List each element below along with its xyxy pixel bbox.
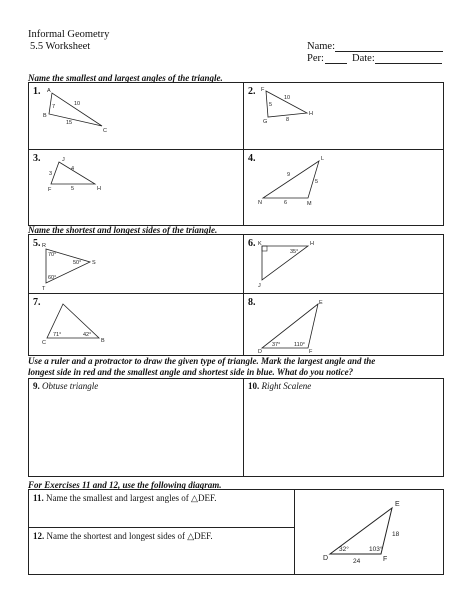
vertex-B: B xyxy=(101,338,105,344)
vertex-G: G xyxy=(263,119,268,125)
vertex-F: F xyxy=(309,349,313,355)
ruler-instruction-line1: Use a ruler and a protractor to draw the given type of triangle. Mark the largest angle and the xyxy=(28,356,376,366)
vertex-T: T xyxy=(42,286,46,292)
problem-12-text: Name the shortest and longest sides of △DEF. xyxy=(46,531,213,541)
problem-12-row xyxy=(33,531,213,542)
date-field[interactable] xyxy=(375,63,442,64)
problem-7-box xyxy=(28,293,244,356)
triangle-2-diagram xyxy=(244,83,443,149)
problem-10-label: Right Scalene xyxy=(261,381,312,391)
vertex-S: S xyxy=(92,260,96,266)
problem-6-number: 6. xyxy=(248,238,256,249)
problem-10-box[interactable] xyxy=(243,378,444,477)
side-AB: 7 xyxy=(52,104,56,110)
vertex-J: J xyxy=(62,157,65,163)
diagram-box xyxy=(294,489,444,575)
vertex-R: R xyxy=(42,243,46,249)
problem-11-text: Name the smallest and largest angles of △DEF. xyxy=(46,493,217,503)
problem-10-header xyxy=(248,381,311,391)
vertex-A: A xyxy=(47,88,51,94)
problem-12-box[interactable] xyxy=(28,527,295,575)
vertex-L: L xyxy=(321,156,325,162)
course-title: Informal Geometry xyxy=(28,29,110,40)
triangle-5-diagram xyxy=(29,235,243,293)
vertex-F: F xyxy=(48,187,52,193)
side-LM: 5 xyxy=(315,179,319,185)
vertex-M: M xyxy=(307,201,312,207)
vertex-B: B xyxy=(43,113,47,119)
problem-9-box[interactable] xyxy=(28,378,244,477)
angles-instruction: Name the smallest and largest angles of the triangle. xyxy=(28,73,223,83)
side-JH: 4 xyxy=(71,166,75,172)
problem-8-box xyxy=(243,293,444,356)
triangle-8-diagram xyxy=(244,294,443,355)
per-label: Per: xyxy=(307,53,324,64)
side-EF: 18 xyxy=(392,531,400,538)
worksheet-title: 5.5 Worksheet xyxy=(30,41,91,52)
vertex-H: H xyxy=(97,186,101,192)
angle-H: 35° xyxy=(290,249,299,255)
problem-3-box xyxy=(28,149,244,226)
angle-R: 70° xyxy=(48,252,57,258)
problem-4-box xyxy=(243,149,444,226)
triangle-6-diagram xyxy=(244,235,443,293)
side-FH: 5 xyxy=(71,186,75,192)
side-FG: 5 xyxy=(269,102,273,108)
side-FH: 10 xyxy=(284,95,291,101)
diagram-instruction: For Exercises 11 and 12, use the following diagram. xyxy=(28,480,222,490)
problem-1-number: 1. xyxy=(33,86,41,97)
side-LN: 9 xyxy=(287,172,291,178)
sides-instruction: Name the shortest and longest sides of the triangle. xyxy=(28,225,218,235)
angle-C: 71° xyxy=(53,332,62,338)
problem-11-box[interactable] xyxy=(28,489,295,528)
vertex-C: C xyxy=(103,128,107,134)
problem-2-number: 2. xyxy=(248,86,256,97)
side-BC: 15 xyxy=(66,120,73,126)
vertex-D: D xyxy=(258,349,262,355)
angle-S: 50° xyxy=(73,260,82,266)
problem-2-box xyxy=(243,82,444,150)
per-field[interactable] xyxy=(325,63,347,64)
vertex-K: K xyxy=(258,241,262,247)
side-DF: 24 xyxy=(353,558,361,565)
date-label: Date: xyxy=(352,53,375,64)
vertex-J: J xyxy=(258,283,261,289)
problem-5-number: 5. xyxy=(33,238,41,249)
problem-1-box xyxy=(28,82,244,150)
name-label: Name: xyxy=(307,41,335,52)
triangle-1-diagram xyxy=(29,83,243,149)
problem-3-number: 3. xyxy=(33,153,41,164)
triangle-7-diagram xyxy=(29,294,243,355)
angle-F: 110° xyxy=(294,342,305,348)
problem-11-row xyxy=(33,493,217,504)
vertex-E: E xyxy=(319,300,323,306)
side-FJ: 3 xyxy=(49,171,53,177)
problem-8-number: 8. xyxy=(248,297,256,308)
vertex-D: D xyxy=(323,555,329,562)
problem-9-number: 9. xyxy=(33,381,40,391)
angle-F: 103° xyxy=(369,546,383,553)
side-AC: 10 xyxy=(74,101,81,107)
triangle-3-diagram xyxy=(29,150,243,225)
name-field[interactable] xyxy=(335,51,443,52)
problem-7-number: 7. xyxy=(33,297,41,308)
problem-11-number: 11. xyxy=(33,493,44,503)
problem-9-label: Obtuse triangle xyxy=(42,381,99,391)
ruler-instruction-line2: longest side in red and the smallest angle and shortest side in blue. What do you notice? xyxy=(28,367,354,377)
problem-6-box xyxy=(243,234,444,294)
problem-9-header xyxy=(33,381,98,391)
vertex-N: N xyxy=(258,200,262,206)
problem-10-number: 10. xyxy=(248,381,260,391)
triangle-def-diagram xyxy=(295,490,443,574)
triangle-4-diagram xyxy=(244,150,443,225)
vertex-H: H xyxy=(309,111,313,117)
side-NM: 6 xyxy=(284,200,288,206)
angle-B: 42° xyxy=(83,332,92,338)
angle-D: 32° xyxy=(339,546,349,553)
vertex-H: H xyxy=(310,241,314,247)
vertex-C: C xyxy=(42,340,46,346)
angle-D: 37° xyxy=(272,342,281,348)
vertex-F: F xyxy=(383,556,388,563)
vertex-E: E xyxy=(395,501,400,508)
vertex-F: F xyxy=(261,87,265,93)
problem-5-box xyxy=(28,234,244,294)
angle-T: 60° xyxy=(48,275,57,281)
side-GH: 8 xyxy=(286,117,290,123)
problem-4-number: 4. xyxy=(248,153,256,164)
problem-12-number: 12. xyxy=(33,531,45,541)
